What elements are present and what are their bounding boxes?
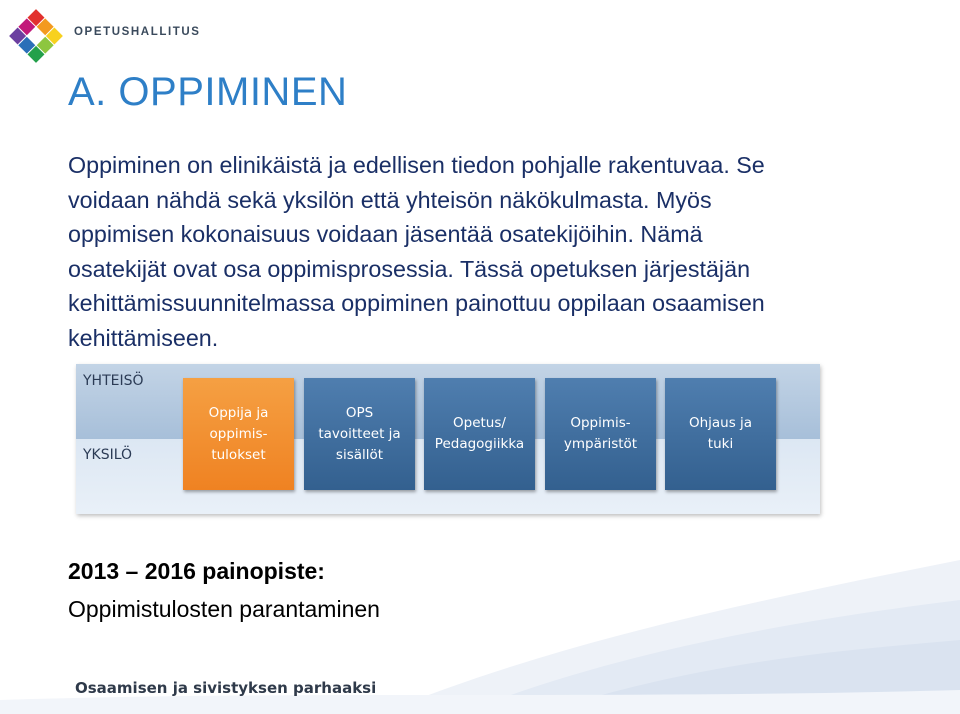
diagram-box-label: OPS tavoitteet ja sisällöt (318, 404, 401, 463)
diagram-box-curriculum (304, 378, 415, 490)
diagram-box-pedagogy (424, 378, 535, 490)
diamond-logo-icon (8, 8, 64, 64)
body-line: kehittämiseen. (68, 324, 219, 351)
diagram-box-label: Oppimis- ympäristöt (563, 415, 638, 452)
diagram-box-guidance (665, 378, 776, 490)
diagram-box-environments (545, 378, 656, 490)
slide-title: A. OPPIMINEN (68, 70, 348, 114)
body-line: kehittämissuunnitelmassa oppiminen painottuu oppilaan osaamisen (68, 290, 765, 316)
diagram-box-learner (183, 378, 294, 490)
body-paragraph (68, 148, 898, 355)
body-line: osatekijät ovat osa oppimisprosessia. Tässä opetuksen järjestäjän (68, 255, 751, 282)
body-line: oppimisen kokonaisuus voidaan jäsentää osatekijöihin. Nämä (68, 221, 703, 247)
learning-components-diagram (76, 364, 820, 514)
focus-heading: 2013 – 2016 painopiste: (68, 558, 325, 584)
community-band-label: YHTEISÖ (83, 373, 144, 389)
diagram-box-label: Ohjaus ja tuki (688, 415, 753, 452)
footer-slogan: Osaamisen ja sivistyksen parhaaksi (75, 679, 377, 697)
body-line: Oppiminen on elinikäistä ja edellisen tiedon pohjalle rakentuvaa. Se (68, 152, 765, 178)
body-line: voidaan nähdä sekä yksilön että yhteisön näkökulmasta. Myös (68, 186, 712, 213)
individual-band-label: YKSILÖ (83, 447, 133, 463)
organization-name: OPETUSHALLITUS (74, 26, 201, 38)
diagram-box-label: Opetus/ Pedagogiikka (434, 415, 525, 452)
focus-text: Oppimistulosten parantaminen (68, 596, 380, 622)
diagram-box-label: Oppija ja oppimis- tulokset (208, 404, 269, 463)
